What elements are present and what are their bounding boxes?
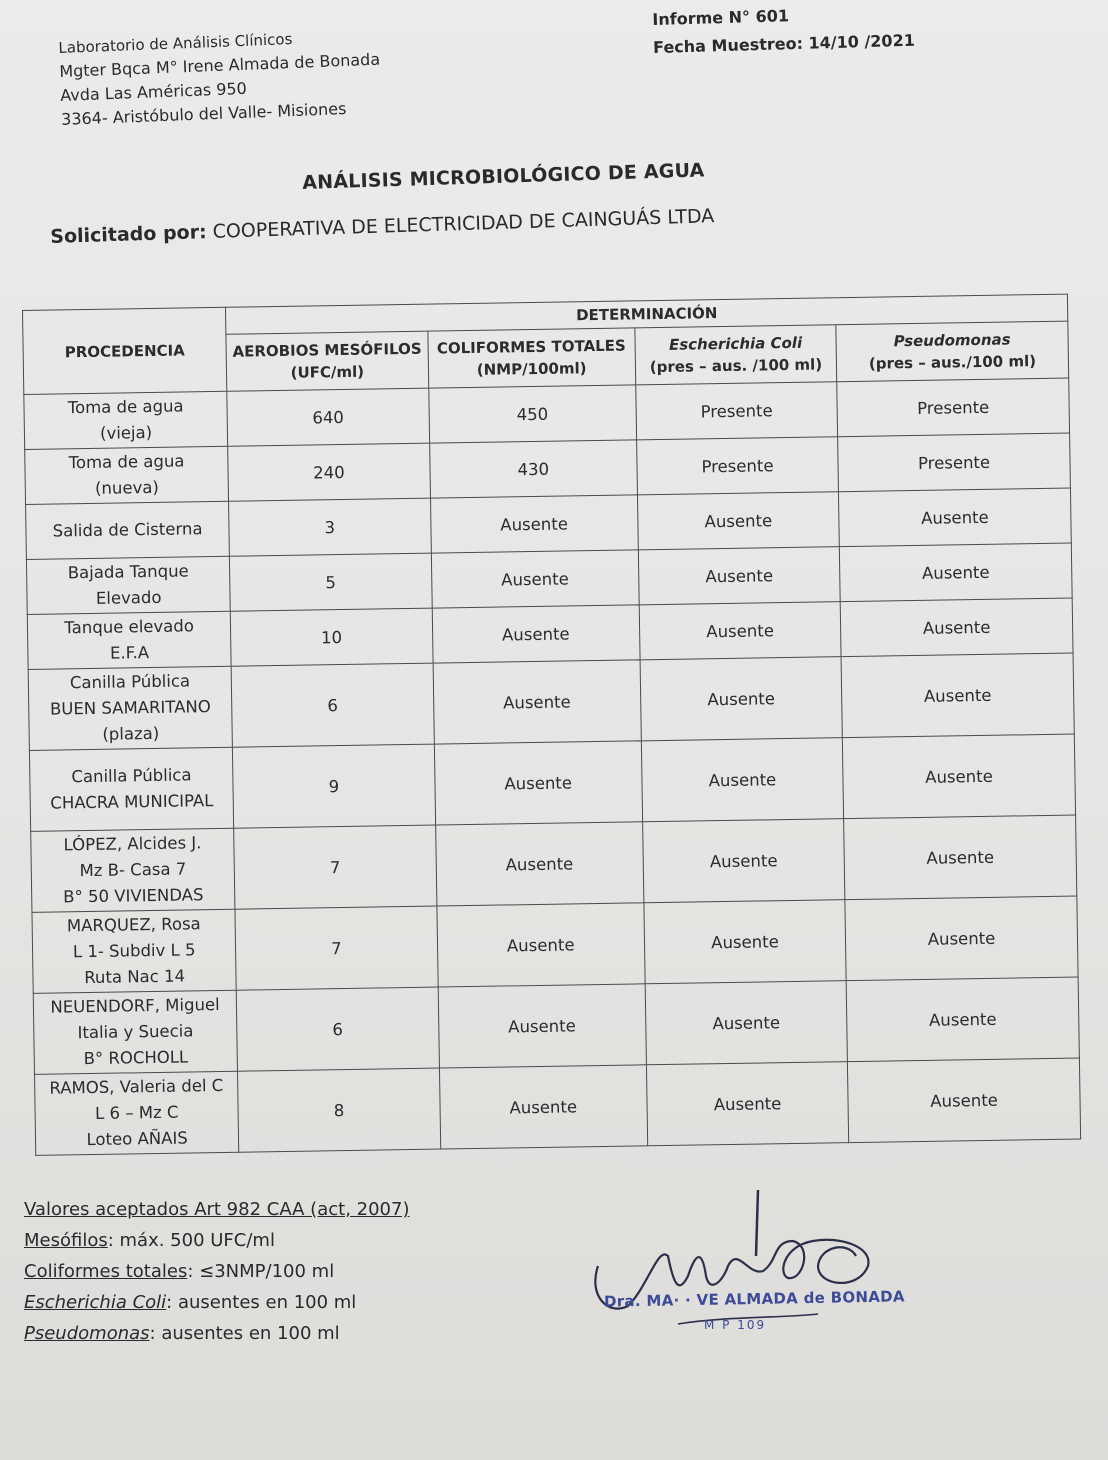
aerobios-cell: 640 xyxy=(227,388,429,446)
results-table xyxy=(22,294,1081,1156)
lab-director: Mgter Bqca M° Irene Almada de Bonada xyxy=(58,49,381,81)
requester-value: COOPERATIVA DE ELECTRICIDAD DE CAINGUÁS LTDA xyxy=(212,205,715,243)
pseudomonas-cell: Presente xyxy=(838,433,1071,492)
coliformes-cell: Ausente xyxy=(430,495,638,553)
pseudomonas-cell: Presente xyxy=(837,378,1070,437)
ecoli-cell: Ausente xyxy=(642,819,844,903)
page-title: ANÁLISIS MICROBIOLÓGICO DE AGUA xyxy=(302,159,705,194)
ecoli-cell: Ausente xyxy=(637,492,839,550)
ecoli-cell: Ausente xyxy=(640,657,842,741)
pseudomonas-cell: Ausente xyxy=(842,734,1075,819)
ecoli-cell: Ausente xyxy=(639,602,841,660)
aerobios-cell: 6 xyxy=(236,987,438,1071)
lab-name: Laboratorio de Análisis Clínicos xyxy=(58,30,293,57)
ecoli-cell: Ausente xyxy=(646,1062,848,1146)
pseudomonas-cell: Ausente xyxy=(839,543,1072,602)
results-body xyxy=(24,378,1081,1155)
accepted-item: Mesófilos: máx. 500 UFC/ml xyxy=(24,1230,275,1251)
aerobios-cell: 10 xyxy=(231,608,433,666)
pseudomonas-cell: Ausente xyxy=(846,977,1079,1062)
header-pseudomonas: Pseudomonas (pres – aus./100 ml) xyxy=(836,321,1069,382)
coliformes-cell: Ausente xyxy=(433,660,642,744)
lab-address: Avda Las Américas 950 xyxy=(59,78,248,105)
ecoli-cell: Ausente xyxy=(644,900,846,984)
stamp-name: Dra. MA· · VE ALMADA de BONADA xyxy=(603,1287,906,1311)
aerobios-cell: 8 xyxy=(238,1068,440,1152)
pseudomonas-cell: Ausente xyxy=(840,598,1073,657)
pseudomonas-cell: Ausente xyxy=(839,488,1072,547)
aerobios-cell: 240 xyxy=(228,443,430,501)
ecoli-cell: Ausente xyxy=(638,547,840,605)
coliformes-cell: Ausente xyxy=(431,550,639,608)
coliformes-cell: Ausente xyxy=(434,741,643,825)
coliformes-cell: Ausente xyxy=(438,984,647,1068)
header-procedencia: PROCEDENCIA xyxy=(23,307,228,394)
procedencia-cell: Toma de agua (nueva) xyxy=(25,446,229,504)
results-table-wrap xyxy=(22,294,1081,1156)
procedencia-cell: NEUENDORF, Miguel Italia y Suecia B° ROCHOLL xyxy=(33,990,238,1074)
aerobios-cell: 7 xyxy=(235,906,437,990)
procedencia-cell: Bajada Tanque Elevado xyxy=(26,556,230,614)
accepted-values xyxy=(24,1194,409,1349)
stamp-registration: M P 109 xyxy=(704,1318,767,1332)
procedencia-cell: Canilla Pública BUEN SAMARITANO (plaza) xyxy=(28,666,233,750)
accepted-item: Pseudomonas: ausentes en 100 ml xyxy=(24,1323,340,1344)
coliformes-cell: Ausente xyxy=(436,903,645,987)
ecoli-cell: Ausente xyxy=(645,981,847,1065)
header-determinacion: DETERMINACIÓN xyxy=(226,294,1068,334)
ecoli-cell: Presente xyxy=(636,437,838,495)
coliformes-cell: 430 xyxy=(429,440,637,498)
report-number: Informe N° 601 xyxy=(652,6,790,29)
pseudomonas-cell: Ausente xyxy=(848,1058,1081,1143)
header-aerobios: AEROBIOS MESÓFILOS (UFC/ml) xyxy=(226,331,428,391)
pseudomonas-cell: Ausente xyxy=(844,815,1077,900)
coliformes-cell: Ausente xyxy=(432,605,640,663)
ecoli-cell: Ausente xyxy=(641,738,843,822)
coliformes-cell: Ausente xyxy=(435,822,644,906)
ecoli-cell: Presente xyxy=(636,382,838,440)
accepted-item: Escherichia Coli: ausentes en 100 ml xyxy=(24,1292,357,1313)
pseudomonas-cell: Ausente xyxy=(841,653,1074,738)
procedencia-cell: Toma de agua (vieja) xyxy=(24,391,228,449)
table-row xyxy=(35,1058,1081,1155)
sample-date: Fecha Muestreo: 14/10 /2021 xyxy=(652,30,916,57)
aerobios-cell: 7 xyxy=(234,825,436,909)
accepted-values-heading: Valores aceptados Art 982 CAA (act, 2007) xyxy=(24,1199,410,1220)
requester-label: Solicitado por: xyxy=(50,221,207,248)
aerobios-cell: 3 xyxy=(229,498,431,556)
report-info xyxy=(652,0,915,62)
coliformes-cell: Ausente xyxy=(439,1065,648,1149)
procedencia-cell: RAMOS, Valeria del C L 6 – Mz C Loteo AÑAIS xyxy=(35,1071,240,1155)
lab-header xyxy=(58,24,382,132)
procedencia-cell: Tanque elevado E.F.A xyxy=(27,611,231,669)
procedencia-cell: LÓPEZ, Alcides J. Mz B- Casa 7 B° 50 VIVIENDAS xyxy=(31,828,236,912)
procedencia-cell: Salida de Cisterna xyxy=(26,501,230,559)
lab-city: 3364- Aristóbulo del Valle- Misiones xyxy=(60,98,347,129)
procedencia-cell: Canilla Pública CHACRA MUNICIPAL xyxy=(29,747,234,831)
header-coliformes: COLIFORMES TOTALES (NMP/100ml) xyxy=(427,328,635,388)
procedencia-cell: MARQUEZ, Rosa L 1- Subdiv L 5 Ruta Nac 14 xyxy=(32,909,237,993)
requester xyxy=(50,205,715,248)
coliformes-cell: 450 xyxy=(428,385,636,443)
accepted-item: Coliformes totales: ≤3NMP/100 ml xyxy=(24,1261,335,1282)
aerobios-cell: 5 xyxy=(230,553,432,611)
header-ecoli: Escherichia Coli (pres – aus. /100 ml) xyxy=(635,325,837,385)
aerobios-cell: 6 xyxy=(231,663,433,747)
pseudomonas-cell: Ausente xyxy=(845,896,1078,981)
aerobios-cell: 9 xyxy=(233,744,435,828)
